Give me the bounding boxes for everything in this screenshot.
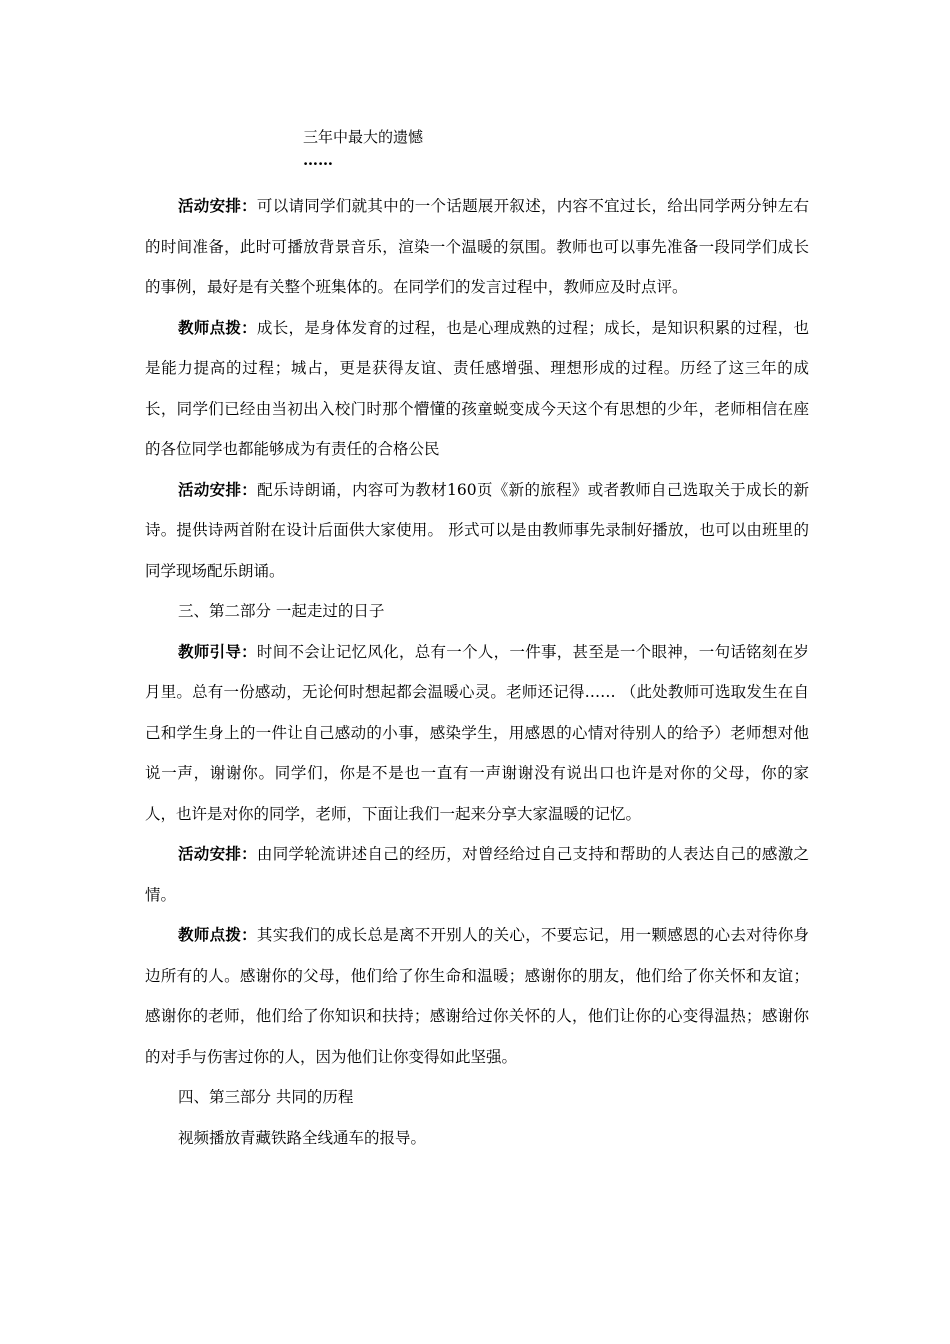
paragraph-activity-1 bbox=[145, 186, 809, 308]
paragraph-teacher-guidance-2 bbox=[145, 915, 809, 1077]
paragraph-text: 时间不会让记忆风化，总有一个人，一件事，甚至是一个眼神，一句话铭刻在岁月里。总有一份感动，无论何时想起都会温暖心灵。老师还记得…… （此处教师可选取发生在自己和学生身上的一件让自己感动的小事，感染学生，用感恩的心情对待别人的给予）老师想对他说一声，谢谢你。同学们，你是不是也一直有一声谢谢没有说出口也许是对你的父母，你的家人，也许是对你的同学，老师，下面让我们一起来分享大家温暖的记忆。 bbox=[145, 642, 809, 823]
section-two-heading: 三、第二部分 一起走过的日子 bbox=[178, 602, 385, 620]
paragraph-lead: 活动安排： bbox=[178, 479, 258, 499]
paragraph-teacher-lead bbox=[145, 632, 809, 835]
paragraph-activity-2 bbox=[145, 470, 809, 592]
section-three-heading: 四、第三部分 共同的历程 bbox=[178, 1088, 354, 1106]
paragraph-text: 成长，是身体发育的过程，也是心理成熟的过程；成长，是知识积累的过程，也是能力提高的过程；城占，更是获得友谊、责任感增强、理想形成的过程。历经了这三年的成长，同学们已经由当初出入校门时那个懵懂的孩童蜕变成今天这个有思想的少年，老师相信在座的各位同学也都能够成为有责任的合格公民 bbox=[145, 318, 809, 458]
paragraph-text: 由同学轮流讲述自己的经历，对曾经给过自己支持和帮助的人表达自己的感激之情。 bbox=[145, 845, 809, 904]
paragraph-activity-3 bbox=[145, 834, 809, 915]
ellipsis: …… bbox=[303, 151, 333, 169]
topic-line: 三年中最大的遗憾 bbox=[303, 128, 424, 146]
paragraph-lead: 教师点拨： bbox=[178, 925, 257, 944]
paragraph-text: 配乐诗朗诵，内容可为教材160页《新的旅程》或者教师自己选取关于成长的新诗。提供诗两首附在设计后面供大家使用。 形式可以是由教师事先录制好播放，也可以由班里的同学现场配乐朗诵。 bbox=[145, 480, 809, 580]
paragraph-lead: 活动安排： bbox=[178, 196, 257, 215]
paragraph-lead: 活动安排： bbox=[178, 844, 257, 863]
paragraph-lead: 教师点拨： bbox=[178, 317, 257, 337]
paragraph-teacher-guidance-1 bbox=[145, 308, 809, 470]
paragraph-text: 其实我们的成长总是离不开别人的关心，不要忘记，用一颗感恩的心去对待你身边所有的人。感谢你的父母，他们给了你生命和温暖；感谢你的朋友，他们给了你关怀和友谊；感谢你的老师，他们给了你知识和扶持；感谢给过你关怀的人，他们让你的心变得温热；感谢你的对手与伤害过你的人，因为他们让你变得如此坚强。 bbox=[145, 926, 809, 1066]
paragraph-text: 可以请同学们就其中的一个话题展开叙述，内容不宜过长，给出同学两分钟左右的时间准备，此时可播放背景音乐，渲染一个温暖的氛围。教师也可以事先准备一段同学们成长的事例，最好是有关整个班集体的。在同学们的发言过程中，教师应及时点评。 bbox=[145, 197, 809, 296]
closing-line: 视频播放青藏铁路全线通车的报导。 bbox=[178, 1128, 427, 1147]
paragraph-lead: 教师引导： bbox=[178, 641, 257, 661]
document-body bbox=[145, 124, 809, 1158]
